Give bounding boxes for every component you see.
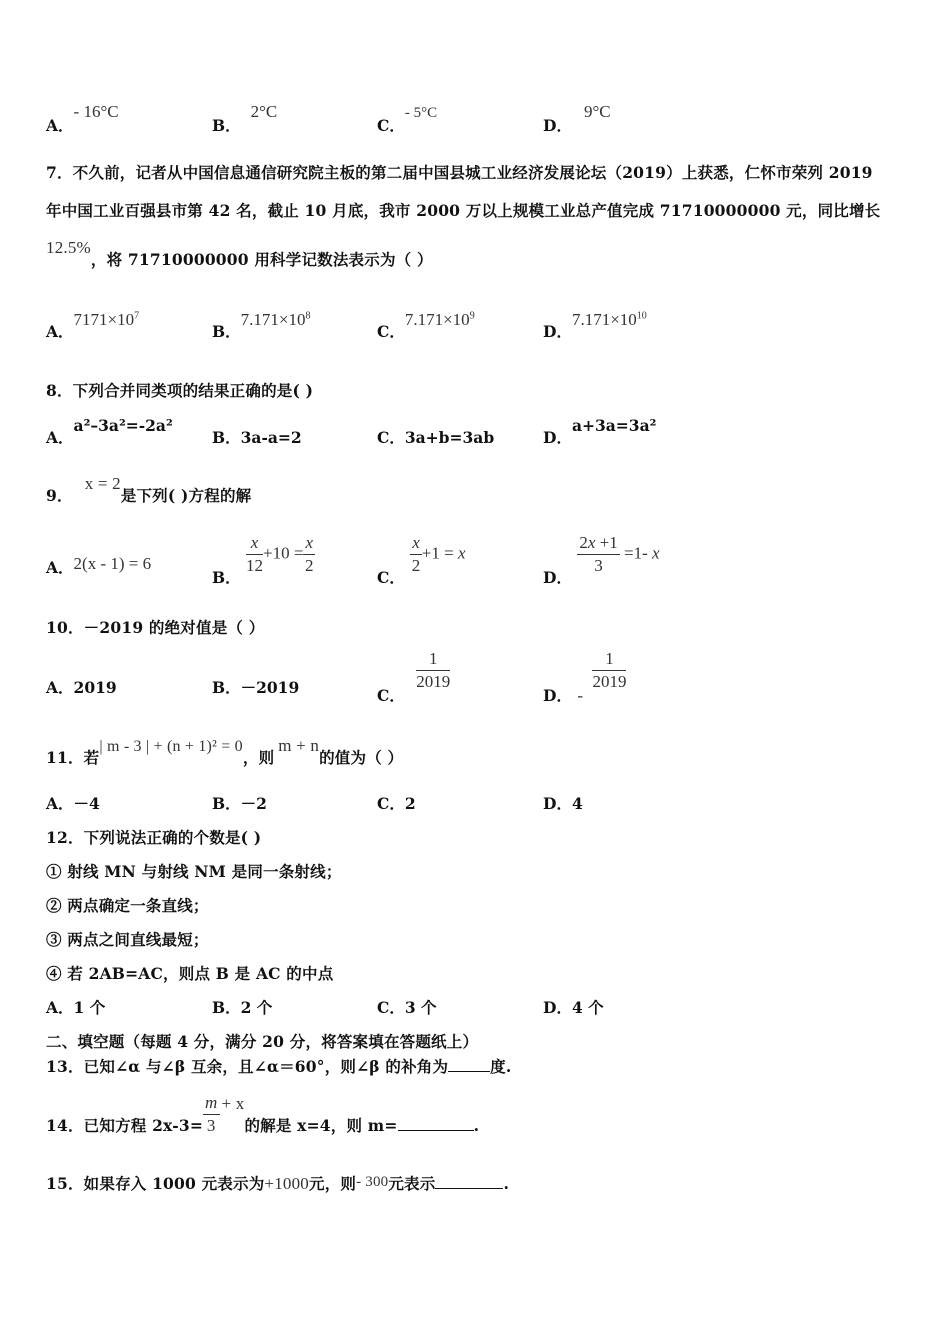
option-label: A． xyxy=(46,678,74,697)
option-value: a+3a=3a² xyxy=(571,416,657,435)
q15-stem xyxy=(46,1172,509,1194)
q6-option-c[interactable] xyxy=(377,100,438,135)
option-label: B． xyxy=(212,998,241,1017)
q9-text: 是下列( )方程的解 xyxy=(120,486,252,505)
option-label: A． xyxy=(46,794,74,813)
option-label: D． xyxy=(543,116,572,135)
option-value: 2 个 xyxy=(240,998,273,1017)
fraction: $\frac{m}{3}$ xyxy=(205,1093,218,1135)
q12-statement-2: ② 两点确定一条直线； xyxy=(46,896,209,915)
q13-text: 13．已知∠α 与∠β 互余，且∠α＝60°，则∠β 的补角为 xyxy=(46,1057,449,1076)
option-label: B． xyxy=(212,322,241,341)
q11-tail: 的值为（ ） xyxy=(319,748,404,767)
option-label: B． xyxy=(212,678,241,697)
q10-option-b[interactable] xyxy=(212,676,299,698)
q12-stem: 12．下列说法正确的个数是( ) xyxy=(46,828,262,847)
option-value: - 5°C xyxy=(404,105,438,121)
q9-option-c[interactable]: C． $\frac{x}{2}$ +1 = x xyxy=(377,533,466,587)
option-label: B． xyxy=(212,116,241,135)
option-label: C． xyxy=(377,685,405,705)
q12-statement-4: ④ 若 2AB=AC，则点 B 是 AC 的中点 xyxy=(46,964,334,983)
q7-option-b[interactable] xyxy=(212,308,311,341)
option-label: D． xyxy=(543,998,572,1017)
q12-option-b[interactable] xyxy=(212,996,272,1018)
option-value: －2019 xyxy=(240,678,300,697)
option-label: C． xyxy=(377,998,405,1017)
option-label: A． xyxy=(46,116,74,135)
q9-expr: x = 2 xyxy=(84,474,121,493)
option-value: 2(x - 1) = 6 xyxy=(73,554,152,573)
option-label: D． xyxy=(543,685,572,705)
option-value: 4 个 xyxy=(571,998,604,1017)
q7-option-d[interactable] xyxy=(543,308,647,341)
option-label: A． xyxy=(46,322,74,341)
q7-option-a[interactable] xyxy=(46,308,140,341)
q8-stem: 8．下列合并同类项的结果正确的是( ) xyxy=(46,381,314,400)
q14-tail: 的解是 x=4，则 m= xyxy=(244,1116,398,1135)
q7-question: ，将 71710000000 用科学记数法表示为（ ） xyxy=(90,250,433,269)
q10-option-d[interactable]: D． - $\frac{1}{2019}$ xyxy=(543,649,627,705)
q7-option-c[interactable] xyxy=(377,308,475,341)
q11-option-b[interactable] xyxy=(212,792,267,814)
option-label: D． xyxy=(543,428,572,447)
q8-option-a[interactable] xyxy=(46,414,173,447)
q15-val2: - 300 xyxy=(356,1174,389,1190)
option-label: A． xyxy=(46,558,74,577)
q11-option-a[interactable] xyxy=(46,792,100,814)
answer-blank[interactable] xyxy=(398,1130,474,1131)
option-label: B． xyxy=(212,428,241,447)
q14-prefix: 14．已知方程 2x-3= xyxy=(46,1116,204,1135)
option-label: B． xyxy=(212,567,241,587)
option-label: D． xyxy=(543,794,572,813)
option-label: C． xyxy=(377,567,405,587)
q7-stem-line1: 7．不久前，记者从中国信息通信研究院主板的第二届中国县城工业经济发展论坛（2019）上获悉，仁怀市荣列 2019 xyxy=(46,163,873,182)
q12-statement-1: ① 射线 MN 与射线 NM 是同一条射线； xyxy=(46,862,342,881)
q15-val1: +1000 xyxy=(264,1174,309,1193)
q13-stem xyxy=(46,1055,511,1077)
q9-option-a[interactable] xyxy=(46,552,152,577)
q8-option-d[interactable] xyxy=(543,414,657,447)
q6-option-b[interactable] xyxy=(212,100,278,135)
growth-rate: 12.5% xyxy=(46,238,91,257)
q12-option-d[interactable] xyxy=(543,996,604,1018)
option-value: $7171\times 10^7$ xyxy=(73,310,140,329)
q8-option-c[interactable] xyxy=(377,426,494,448)
q6-option-a[interactable] xyxy=(46,100,119,135)
q11-option-d[interactable] xyxy=(543,792,583,814)
q9-number: 9． xyxy=(46,486,73,505)
q11-option-c[interactable] xyxy=(377,792,416,814)
option-value: 2°C xyxy=(250,102,278,121)
q11-expr: | m - 3 | + (n + 1)² = 0 xyxy=(99,738,243,755)
fraction: $\frac{1}{2019}$ xyxy=(416,649,451,691)
q14-stem xyxy=(46,1092,479,1137)
option-value: 9°C xyxy=(583,102,611,121)
fraction: $\frac{x}{2}$ xyxy=(411,533,421,575)
q14-end: . xyxy=(473,1116,480,1135)
q13-tail: 度. xyxy=(490,1057,512,1076)
q15-mid: 元，则 xyxy=(309,1174,357,1193)
q7-stem-line3 xyxy=(46,238,433,270)
option-value: －4 xyxy=(73,794,100,813)
q6-option-d[interactable] xyxy=(543,100,611,135)
option-label: B． xyxy=(212,794,241,813)
q12-statement-3: ③ 两点之间直线最短； xyxy=(46,930,209,949)
option-value: $7.171\times 10^9$ xyxy=(404,310,475,329)
option-value: 2 xyxy=(404,794,416,813)
option-label: C． xyxy=(377,116,405,135)
option-value: - 16°C xyxy=(73,102,119,121)
fraction: $\frac{1}{2019}$ xyxy=(592,649,627,691)
fraction: $\frac{x}{12}$ xyxy=(246,533,264,575)
q10-option-a[interactable] xyxy=(46,676,117,698)
q11-number: 11．若 xyxy=(46,748,100,767)
q12-option-c[interactable] xyxy=(377,996,437,1018)
option-value: －2 xyxy=(240,794,267,813)
q11-mid: ，则 xyxy=(242,748,275,767)
q9-option-d[interactable]: D． $\frac{2x +1}{3}$ =1- x xyxy=(543,533,660,587)
q10-stem: 10．－2019 的绝对值是（ ） xyxy=(46,618,265,637)
q9-stem xyxy=(46,472,252,505)
q12-option-a[interactable] xyxy=(46,996,105,1018)
option-value: 2019 xyxy=(73,678,117,697)
q8-option-b[interactable] xyxy=(212,426,302,448)
option-value: 4 xyxy=(571,794,583,813)
q7-stem-line2: 年中国工业百强县市第 42 名，截止 10 月底，我市 2000 万以上规模工业总产值完成 71710000000 元，同比增长 xyxy=(46,201,881,220)
q10-option-c[interactable] xyxy=(377,648,451,705)
fraction: $\frac{2x +1}{3}$ xyxy=(579,533,618,575)
option-value: a²–3a²=-2a² xyxy=(73,416,173,435)
option-label: A． xyxy=(46,428,74,447)
option-value: 3a-a=2 xyxy=(240,428,302,447)
q11-stem xyxy=(46,734,404,767)
fraction: $\frac{x}{2}$ xyxy=(304,533,314,575)
option-label: C． xyxy=(377,322,405,341)
q15-end: . xyxy=(503,1174,510,1193)
option-value: $7.171\times 10^8$ xyxy=(240,310,311,329)
q9-option-b[interactable]: B． $\frac{x}{12}$ +10 = $\frac{x}{2}$ xyxy=(212,533,314,587)
q15-prefix: 15．如果存入 1000 元表示为 xyxy=(46,1174,265,1193)
option-label: D． xyxy=(543,567,572,587)
q11-expr2: m + n xyxy=(278,736,320,755)
q15-tail: 元表示 xyxy=(388,1174,436,1193)
option-label: C． xyxy=(377,794,405,813)
answer-blank[interactable] xyxy=(448,1071,490,1072)
option-value: 3 个 xyxy=(404,998,437,1017)
q14-plus: + x xyxy=(221,1094,245,1113)
option-label: C． xyxy=(377,428,405,447)
answer-blank[interactable] xyxy=(435,1188,503,1189)
option-value: 3a+b=3ab xyxy=(404,428,495,447)
option-label: A． xyxy=(46,998,74,1017)
option-value: $7.171\times 10^{10}$ xyxy=(571,310,647,329)
option-value: 1 个 xyxy=(73,998,106,1017)
option-label: D． xyxy=(543,322,572,341)
section-heading: 二、填空题（每题 4 分，满分 20 分，将答案填在答题纸上） xyxy=(46,1032,479,1051)
